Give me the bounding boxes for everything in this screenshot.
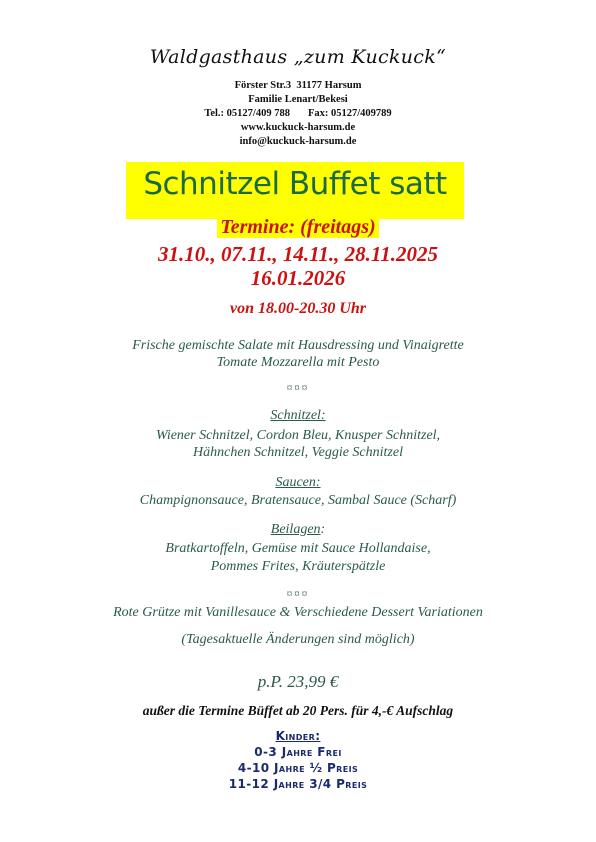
contact-phone-fax xyxy=(0,107,596,121)
kinder-heading-text: Kinder: xyxy=(275,729,321,743)
price: p.P. 23,99 € xyxy=(257,672,339,691)
surcharge-note: außer die Termine Büffet ab 20 Pers. für 4,-€ Aufschlag xyxy=(142,703,454,718)
phone-number: Tel.: 05127/409 788 xyxy=(204,108,290,119)
street: Förster Str.3 xyxy=(234,80,292,91)
saucen-heading-text: Saucen: xyxy=(275,475,321,490)
beilagen-heading-text: Beilagen xyxy=(270,522,321,537)
dessert-line: Rote Grütze mit Vanillesauce & Verschiedene Dessert Variationen xyxy=(113,605,483,620)
event-title: Schnitzel Buffet satt xyxy=(143,166,447,202)
restaurant-logo: Waldgasthaus „zum Kuckuck“ xyxy=(149,46,447,68)
address-line xyxy=(0,79,596,93)
event-dates: 31.10., 07.11., 14.11., 28.11.2025 xyxy=(157,242,439,266)
saucen-heading xyxy=(0,475,596,491)
event-time: von 18.00-20.30 Uhr xyxy=(229,300,366,317)
fax-number: Fax: 05127/409789 xyxy=(307,108,392,119)
termine-label xyxy=(0,216,596,239)
beilagen-heading xyxy=(0,522,596,538)
beilagen-line: Bratkartoffeln, Gemüse mit Sauce Hollandaise, xyxy=(165,541,431,556)
kinder-heading xyxy=(0,729,596,743)
email-link[interactable]: info@kuckuck-harsum.de xyxy=(239,136,357,147)
city: 31177 Harsum xyxy=(296,80,362,91)
website-link[interactable]: www.kuckuck-harsum.de xyxy=(240,122,356,133)
beilagen-line-2: Pommes Frites, Kräuterspätzle xyxy=(210,559,386,574)
saucen-line: Champignonsauce, Bratensauce, Sambal Sauce (Scharf) xyxy=(139,493,457,508)
kinder-line-3: 11-12 Jahre 3/4 Preis xyxy=(228,777,368,791)
beilagen-colon: : xyxy=(320,522,326,537)
salad-line-2: Tomate Mozzarella mit Pesto xyxy=(216,355,380,370)
schnitzel-heading xyxy=(0,408,596,424)
changes-note: (Tagesaktuelle Änderungen sind möglich) xyxy=(181,632,415,647)
kinder-line: 0-3 Jahre Frei xyxy=(254,745,342,759)
schnitzel-heading-text: Schnitzel: xyxy=(270,408,326,423)
salad-line: Frische gemischte Salate mit Hausdressing und Vinaigrette xyxy=(132,338,464,353)
event-dates-2: 16.01.2026 xyxy=(250,266,346,290)
schnitzel-line-2: Hähnchen Schnitzel, Veggie Schnitzel xyxy=(193,445,403,460)
section-separator: ¤¤¤ xyxy=(286,382,310,394)
family-name: Familie Lenart/Bekesi xyxy=(248,94,348,105)
kinder-line-2: 4-10 Jahre ½ Preis xyxy=(237,761,359,775)
termine-text: Termine: (freitags) xyxy=(217,216,378,238)
schnitzel-line: Wiener Schnitzel, Cordon Bleu, Knusper Schnitzel, xyxy=(155,428,441,443)
section-separator-2: ¤¤¤ xyxy=(286,588,310,600)
